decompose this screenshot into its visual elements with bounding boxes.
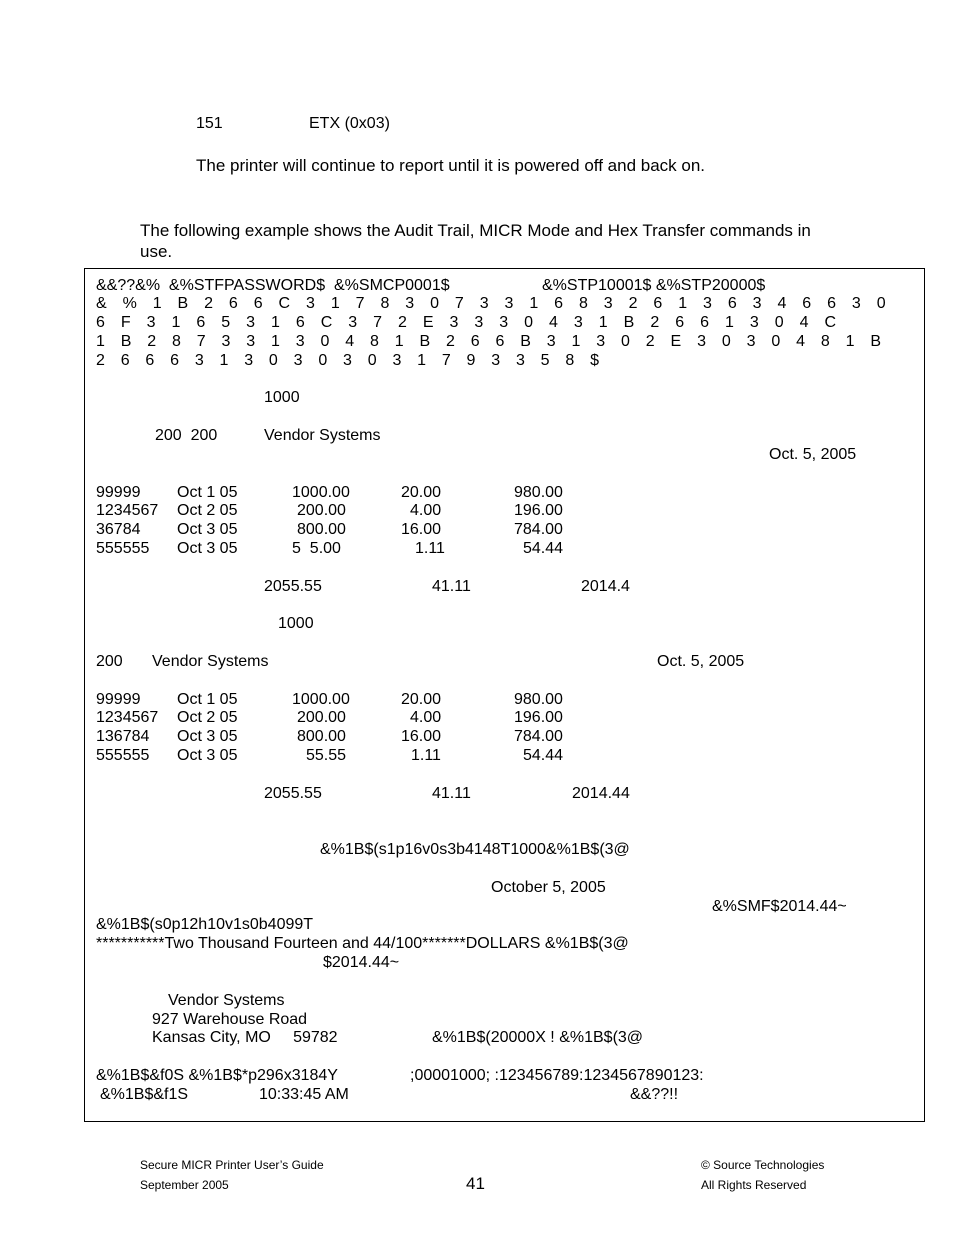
hex-token: 1 xyxy=(529,295,539,312)
hex-token: 3 xyxy=(746,333,756,350)
table-cell: Oct 3 05 xyxy=(177,747,238,764)
footer-date: September 2005 xyxy=(140,1178,229,1192)
hex-token: 0 xyxy=(320,333,330,350)
hex-token: 3 xyxy=(546,333,556,350)
hex-token: 0 xyxy=(621,333,630,350)
table-cell: 1234567 xyxy=(96,709,159,726)
table-cell: 196.00 xyxy=(514,502,563,519)
block2-date: Oct. 5, 2005 xyxy=(657,653,745,670)
hex-token: 6 xyxy=(228,295,238,312)
hex-token: 0 xyxy=(774,314,784,331)
hex-token: 1 xyxy=(724,314,734,331)
footer-title: Secure MICR Printer User’s Guide xyxy=(140,1158,324,1172)
hex-token: 3 xyxy=(295,333,305,350)
check-date: October 5, 2005 xyxy=(491,879,606,896)
font-command: &%1B$(s1p16v0s3b4148T1000&%1B$(3@ xyxy=(320,841,630,858)
hex-token: 0 xyxy=(268,352,278,369)
hex-token: 7 xyxy=(441,352,451,369)
hex-token: 3 xyxy=(596,333,606,350)
hex-token: B xyxy=(120,333,132,350)
hex-token: 3 xyxy=(348,314,358,331)
report-note: The printer will continue to report until it is powered off and back on. xyxy=(196,156,706,175)
hex-token: 6 xyxy=(170,352,180,369)
micr-command: &%1B$&f0S &%1B$*p296x3184Y xyxy=(96,1067,338,1084)
font-command-2: &%1B$(s0p12h10v1s0b4099T xyxy=(96,916,314,933)
block2-total-net: 2014.44 xyxy=(572,785,630,802)
hex-token: 0 xyxy=(771,333,781,350)
table-cell: 99999 xyxy=(96,484,141,501)
footer-copyright: © Source Technologies xyxy=(701,1158,825,1172)
hex-token: B xyxy=(177,295,189,312)
hex-token: 6 xyxy=(196,314,206,331)
table-cell: 1234567 xyxy=(96,502,159,519)
hex-token: 8 xyxy=(370,333,379,350)
hex-token: 6 xyxy=(96,314,105,331)
hex-token: 0 xyxy=(318,352,328,369)
hex-token: 0 xyxy=(721,333,731,350)
hex-token: 6 xyxy=(120,352,130,369)
hex-token: 4 xyxy=(799,314,809,331)
block2-id: 200 xyxy=(96,653,123,670)
table-cell: 800.00 xyxy=(297,521,346,538)
footer-rights: All Rights Reserved xyxy=(701,1178,807,1192)
hex-token: C xyxy=(320,314,333,331)
command-line-a: &&??&% &%STFPASSWORD$ &%SMCP0001$ xyxy=(96,277,450,294)
hex-token: 3 xyxy=(194,352,204,369)
address-command: &%1B$(20000X ! &%1B$(3@ xyxy=(432,1029,644,1046)
hex-token: % xyxy=(122,295,137,312)
hex-token: 3 xyxy=(851,295,861,312)
table-cell: 4.00 xyxy=(410,709,442,726)
hex-row xyxy=(96,332,881,351)
hex-token: 6 xyxy=(802,295,812,312)
block2-total-gross: 2055.55 xyxy=(264,785,322,802)
block1-total-discount: 41.11 xyxy=(432,578,471,595)
hex-token: 4 xyxy=(345,333,355,350)
hex-token: 3 xyxy=(573,314,583,331)
hex-token: 6 xyxy=(495,333,505,350)
hex-token: 3 xyxy=(221,333,231,350)
table-cell: 1.11 xyxy=(415,540,445,557)
table-cell: 1000.00 xyxy=(292,484,350,501)
table-cell: Oct 1 05 xyxy=(177,691,238,708)
table-cell: 555555 xyxy=(96,540,150,557)
check-amount: $2014.44~ xyxy=(323,954,400,971)
print-time: 10:33:45 AM xyxy=(259,1086,349,1103)
hex-token: 3 xyxy=(306,295,315,312)
hex-token: 2 xyxy=(96,352,105,369)
hex-token: 1 xyxy=(598,314,608,331)
table-cell: Oct 2 05 xyxy=(177,709,238,726)
table-cell: 196.00 xyxy=(514,709,563,726)
hex-token: 3 xyxy=(499,314,509,331)
hex-token: 1 xyxy=(271,333,280,350)
hex-token: 3 xyxy=(749,314,759,331)
hex-token: C xyxy=(278,295,291,312)
hex-token: 9 xyxy=(466,352,476,369)
hex-token: 0 xyxy=(524,314,534,331)
hex-token: 3 xyxy=(603,295,613,312)
block2-total-discount: 41.11 xyxy=(432,785,471,802)
hex-token: 6 xyxy=(675,314,685,331)
hex-token: 3 xyxy=(293,352,303,369)
command-line-b: &%STP10001$ &%STP20000$ xyxy=(542,277,766,294)
hex-token: 1 xyxy=(417,352,427,369)
hex-token: 3 xyxy=(479,295,489,312)
hex-token: 3 xyxy=(504,295,514,312)
hex-token: B xyxy=(419,333,431,350)
hex-token: 6 xyxy=(700,314,709,331)
hex-token: 2 xyxy=(628,295,638,312)
hex-token: 1 xyxy=(330,295,340,312)
hex-token: 3 xyxy=(392,352,402,369)
block1-number: 1000 xyxy=(264,389,300,406)
hex-token: 6 xyxy=(470,333,480,350)
hex-token: B xyxy=(870,333,881,350)
block1-date: Oct. 5, 2005 xyxy=(769,446,857,463)
table-cell: 136784 xyxy=(96,728,150,745)
table-cell: 980.00 xyxy=(514,484,563,501)
hex-token: 3 xyxy=(515,352,525,369)
hex-token: & xyxy=(96,295,107,312)
hex-token: 3 xyxy=(244,352,254,369)
table-cell: Oct 3 05 xyxy=(177,540,238,557)
table-cell: 5 5.00 xyxy=(292,540,341,557)
hex-row xyxy=(96,313,836,332)
hex-token: 7 xyxy=(196,333,206,350)
hex-token: 7 xyxy=(454,295,464,312)
table-cell: 1.11 xyxy=(411,747,441,764)
hex-token: 1 xyxy=(96,333,105,350)
hex-token: 3 xyxy=(449,314,459,331)
table-cell: Oct 3 05 xyxy=(177,521,238,538)
table-cell: 4.00 xyxy=(410,502,442,519)
page-number: 41 xyxy=(466,1174,485,1193)
hex-token: 8 xyxy=(172,333,181,350)
hex-token: 5 xyxy=(540,352,550,369)
hex-token: 2 xyxy=(147,333,157,350)
hex-token: 1 xyxy=(219,352,229,369)
table-cell: 20.00 xyxy=(401,484,442,501)
hex-token: 4 xyxy=(796,333,805,350)
hex-token: 1 xyxy=(394,333,404,350)
hex-token: 3 xyxy=(491,352,501,369)
hex-token: 1 xyxy=(171,314,181,331)
hex-token: 0 xyxy=(876,295,886,312)
address-street: 927 Warehouse Road xyxy=(152,1011,308,1028)
hex-token: 6 xyxy=(653,295,663,312)
table-cell: 99999 xyxy=(96,691,141,708)
amount-in-words: ***********Two Thousand Fourteen and 44/100*******DOLLARS &%1B$(3@ xyxy=(96,935,629,952)
hex-token: E xyxy=(422,314,434,331)
hex-token: 3 xyxy=(752,295,762,312)
intro-line-2: use. xyxy=(140,242,173,261)
block2-number: 1000 xyxy=(278,615,314,632)
hex-token: 6 xyxy=(554,295,564,312)
block1-total-gross: 2055.55 xyxy=(264,578,322,595)
hex-row xyxy=(96,351,599,370)
hex-token: $ xyxy=(590,352,599,369)
hex-token: 2 xyxy=(645,333,655,350)
hex-token: 1 xyxy=(152,295,162,312)
address-name: Vendor Systems xyxy=(168,992,285,1009)
hex-token: 8 xyxy=(820,333,830,350)
table-cell: 36784 xyxy=(96,521,141,538)
table-cell: 800.00 xyxy=(297,728,346,745)
hex-token: 5 xyxy=(221,314,231,331)
hex-token: 3 xyxy=(474,314,484,331)
hex-token: 3 xyxy=(146,314,156,331)
intro-line-1: The following example shows the Audit Trail, MICR Mode and Hex Transfer commands in xyxy=(140,221,811,240)
hex-token: 6 xyxy=(295,314,305,331)
table-cell: Oct 3 05 xyxy=(177,728,238,745)
hex-token: 8 xyxy=(578,295,588,312)
end-marker: &&??!! xyxy=(630,1086,679,1103)
hex-token: 3 xyxy=(405,295,415,312)
table-cell: 784.00 xyxy=(514,728,563,745)
hex-token: 8 xyxy=(565,352,575,369)
table-cell: Oct 2 05 xyxy=(177,502,238,519)
table-cell: 54.44 xyxy=(523,747,564,764)
table-cell: 16.00 xyxy=(401,521,442,538)
code-number: 151 xyxy=(196,115,223,132)
table-cell: 200.00 xyxy=(297,502,346,519)
table-cell: 55.55 xyxy=(306,747,347,764)
table-cell: 20.00 xyxy=(401,691,442,708)
table-cell: Oct 1 05 xyxy=(177,484,238,501)
hex-token: 2 xyxy=(650,314,660,331)
hex-row xyxy=(96,294,886,313)
hex-token: 6 xyxy=(827,295,836,312)
hex-token: 4 xyxy=(777,295,787,312)
hex-token: C xyxy=(824,314,836,331)
address-city: Kansas City, MO 59782 xyxy=(152,1029,338,1046)
hex-token: 1 xyxy=(845,333,855,350)
hex-token: 8 xyxy=(380,295,390,312)
hex-token: 3 xyxy=(246,333,256,350)
hex-token: 1 xyxy=(678,295,688,312)
hex-token: B xyxy=(623,314,635,331)
hex-token: 3 xyxy=(343,352,352,369)
hex-token: 4 xyxy=(549,314,558,331)
smf-command: &%SMF$2014.44~ xyxy=(712,898,847,915)
table-cell: 1000.00 xyxy=(292,691,350,708)
hex-token: 0 xyxy=(367,352,377,369)
hex-token: 2 xyxy=(446,333,455,350)
block1-vendor: Vendor Systems xyxy=(264,427,381,444)
table-cell: 784.00 xyxy=(514,521,563,538)
hex-token: 2 xyxy=(398,314,407,331)
hex-token: 3 xyxy=(703,295,712,312)
block1-total-net: 2014.4 xyxy=(581,578,630,595)
etx-label: ETX (0x03) xyxy=(309,115,390,132)
hex-token: 3 xyxy=(246,314,256,331)
hex-token: E xyxy=(670,333,682,350)
table-cell: 555555 xyxy=(96,747,150,764)
hex-token: 7 xyxy=(373,314,383,331)
table-cell: 200.00 xyxy=(297,709,346,726)
hex-token: 3 xyxy=(697,333,706,350)
block1-ids: 200 200 xyxy=(155,427,218,444)
hex-token: 6 xyxy=(727,295,737,312)
hex-token: 6 xyxy=(145,352,155,369)
hex-token: 1 xyxy=(571,333,581,350)
micr-line: ;00001000; :123456789:1234567890123: xyxy=(410,1067,704,1084)
table-cell: 980.00 xyxy=(514,691,563,708)
hex-token: B xyxy=(520,333,531,350)
hex-token: 6 xyxy=(253,295,263,312)
hex-token: 1 xyxy=(271,314,280,331)
end-command: &%1B$&f1S xyxy=(100,1086,189,1103)
table-cell: 54.44 xyxy=(523,540,564,557)
hex-token: 7 xyxy=(355,295,365,312)
table-cell: 16.00 xyxy=(401,728,442,745)
hex-token: F xyxy=(120,314,131,331)
hex-token: 2 xyxy=(204,295,214,312)
block2-vendor: Vendor Systems xyxy=(152,653,269,670)
hex-token: 0 xyxy=(430,295,439,312)
